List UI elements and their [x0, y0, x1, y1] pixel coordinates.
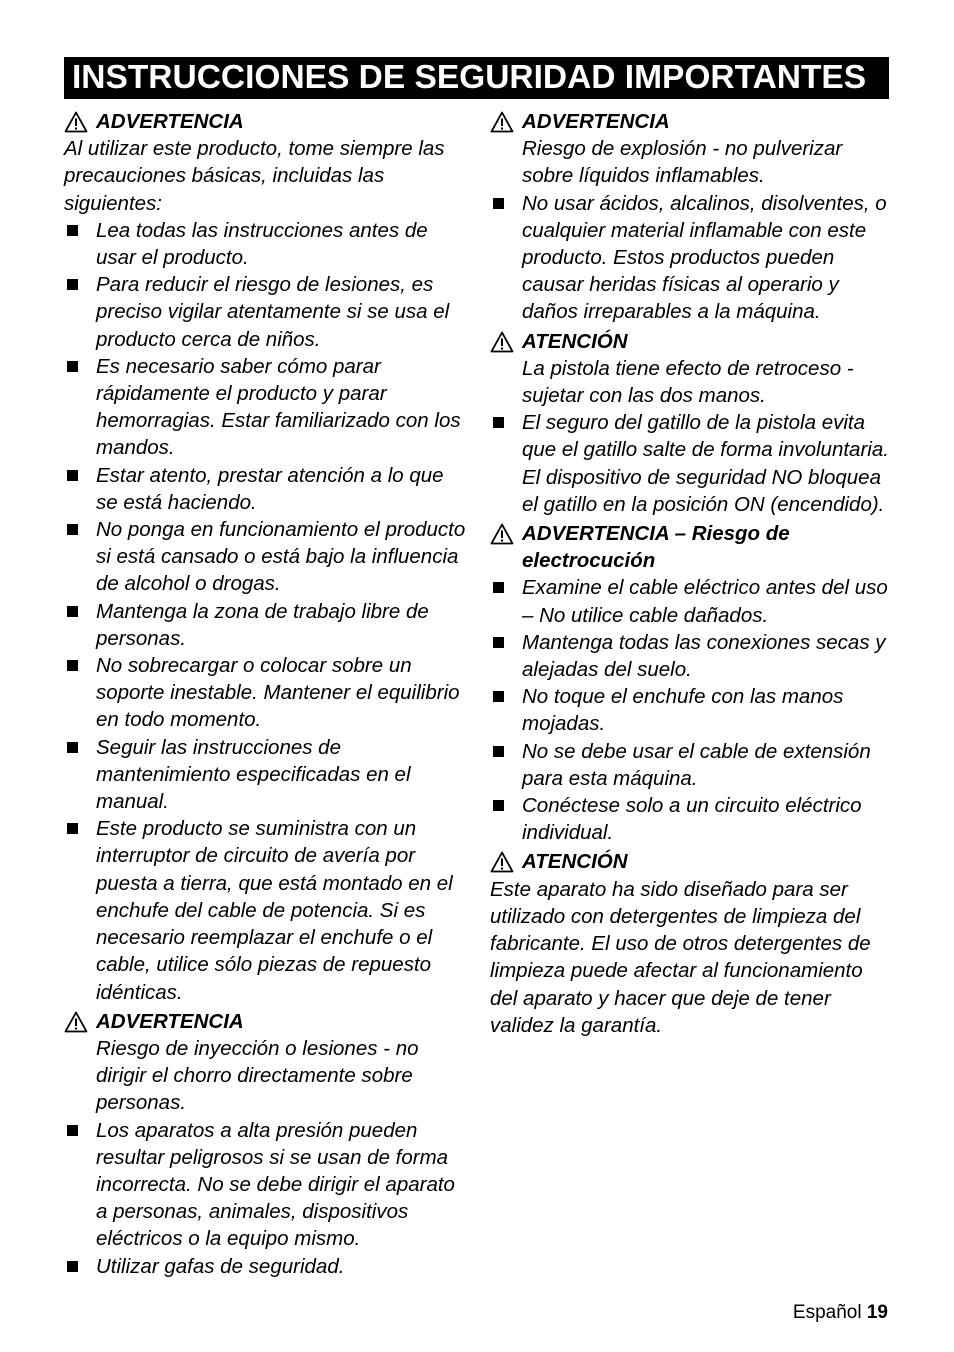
- list-item: [64, 815, 466, 1005]
- square-bullet: [493, 800, 504, 811]
- warning-triangle-icon: [64, 111, 88, 133]
- section-heading-text: ATENCIÓN: [522, 850, 628, 874]
- square-bullet: [493, 637, 504, 648]
- warning-triangle-icon: [64, 1011, 88, 1033]
- square-bullet: [493, 691, 504, 702]
- section-heading: [490, 848, 892, 875]
- square-bullet: [67, 606, 78, 617]
- square-bullet: [67, 524, 78, 535]
- section-heading: [490, 520, 892, 574]
- list-item-text: Examine el cable eléctrico antes del uso – No utilice cable dañados.: [522, 576, 888, 627]
- list-item-text: Mantenga todas las conexiones secas y alejadas del suelo.: [522, 630, 886, 682]
- list-item-text: Utilizar gafas de seguridad.: [96, 1254, 345, 1278]
- list-item-text: Estar atento, prestar atención a lo que se está haciendo.: [96, 463, 444, 514]
- square-bullet: [67, 361, 78, 372]
- section-heading: [490, 108, 892, 135]
- warning-triangle-icon: [490, 523, 514, 545]
- list-item-text: No se debe usar el cable de extensión para esta máquina.: [522, 739, 871, 790]
- list-item-text: Seguir las instrucciones de mantenimiento especificadas en el manual.: [96, 735, 411, 814]
- list-item: [490, 409, 892, 518]
- section-heading-text: ADVERTENCIA: [96, 110, 244, 133]
- list-item: [64, 598, 466, 652]
- list-item: [64, 462, 466, 516]
- section-intro: Riesgo de explosión - no pulverizar sobre líquidos inflamables.: [522, 137, 843, 188]
- section-heading: [64, 108, 466, 135]
- square-bullet: [493, 417, 504, 428]
- list-item-text: Lea todas las instrucciones antes de usar el producto.: [96, 218, 428, 270]
- section-intro: Al utilizar este producto, tome siempre las precauciones básicas, incluidas las siguientes:: [64, 137, 445, 215]
- list-item: [64, 217, 466, 271]
- list-item-text: Conéctese solo a un circuito eléctrico individual.: [522, 794, 862, 845]
- page-footer: [793, 1300, 888, 1326]
- list-item-text: Los aparatos a alta presión pueden resultar peligrosos si se usan de forma incorrecta. No se debe dirigir el aparato a personas, animales, dispositivos eléctricos o la equipo mismo.: [96, 1118, 455, 1251]
- warning-triangle-icon: [490, 111, 514, 133]
- section-heading: [64, 1008, 466, 1035]
- warning-triangle-icon: [490, 851, 514, 873]
- section-intro: Este aparato ha sido diseñado para ser utilizado con detergentes de limpieza del fabricante. El uso de otros detergentes de limpieza puede afectar al funcionamiento del aparato y hacer que deje de tener validez la garantía.: [490, 877, 871, 1037]
- square-bullet: [67, 1261, 78, 1272]
- list-item-text: No toque el enchufe con las manos mojadas.: [522, 685, 844, 736]
- square-bullet: [67, 279, 78, 290]
- left-column: [64, 108, 466, 1280]
- square-bullet: [493, 582, 504, 593]
- section-heading-text: ATENCIÓN: [522, 329, 628, 353]
- page-number: 19: [866, 1302, 888, 1323]
- warning-triangle-icon: [490, 331, 514, 353]
- list-item-text: No sobrecargar o colocar sobre un soporte inestable. Mantener el equilibrio en todo momento.: [96, 654, 460, 732]
- list-item: [64, 734, 466, 816]
- list-item: [490, 629, 892, 683]
- square-bullet: [67, 1125, 78, 1136]
- square-bullet: [67, 823, 78, 834]
- section-intro: La pistola tiene efecto de retroceso - sujetar con las dos manos.: [522, 356, 854, 408]
- list-item: [490, 738, 892, 792]
- section-heading-text: ADVERTENCIA: [96, 1009, 244, 1033]
- list-item: [64, 1117, 466, 1253]
- list-item: [64, 516, 466, 598]
- section-heading: [490, 328, 892, 355]
- list-item: [490, 574, 892, 628]
- square-bullet: [493, 198, 504, 209]
- list-item: [490, 683, 892, 737]
- list-item-text: Mantenga la zona de trabajo libre de personas.: [96, 599, 429, 650]
- square-bullet: [67, 225, 78, 236]
- list-item-text: Es necesario saber cómo parar rápidamente el producto y parar hemorragias. Estar familiarizado con los mandos.: [96, 354, 461, 460]
- section-intro: Riesgo de inyección o lesiones - no dirigir el chorro directamente sobre personas.: [96, 1036, 419, 1115]
- list-item: [64, 1253, 466, 1280]
- footer-language: Español: [792, 1302, 862, 1323]
- list-item-text: No usar ácidos, alcalinos, disolventes, o cualquier material inflamable con este producto. Estos productos pueden causar heridas físicas al operario y daños irreparables a la máquina.: [522, 191, 887, 324]
- square-bullet: [67, 470, 78, 481]
- list-item-text: El seguro del gatillo de la pistola evita que el gatillo salte de forma involuntaria. El dispositivo de seguridad NO bloquea el gatillo en la posición ON (encendido).: [522, 411, 889, 516]
- list-item-text: Para reducir el riesgo de lesiones, es preciso vigilar atentamente si se usa el producto cerca de niños.: [96, 273, 450, 351]
- list-item: [64, 271, 466, 353]
- section-heading-text: ADVERTENCIA: [522, 110, 670, 133]
- square-bullet: [67, 660, 78, 671]
- square-bullet: [493, 746, 504, 757]
- page-title: INSTRUCCIONES DE SEGURIDAD IMPORTANTES: [64, 57, 889, 99]
- list-item: [490, 792, 892, 846]
- list-item: [64, 353, 466, 462]
- list-item: [490, 190, 892, 326]
- square-bullet: [67, 742, 78, 753]
- list-item-text: Este producto se suministra con un interruptor de circuito de avería por puesta a tierra, que está montado en el enchufe del cable de potencia. Si es necesario reemplazar el enchufe o el cable, utilice sólo piezas de repuesto idénticas.: [96, 817, 453, 1004]
- section-heading-text: ADVERTENCIA – Riesgo de electrocución: [522, 522, 790, 573]
- list-item: [64, 652, 466, 734]
- list-item-text: No ponga en funcionamiento el producto si está cansado o está bajo la influencia de alcohol o drogas.: [96, 518, 466, 596]
- right-column: [490, 108, 892, 1039]
